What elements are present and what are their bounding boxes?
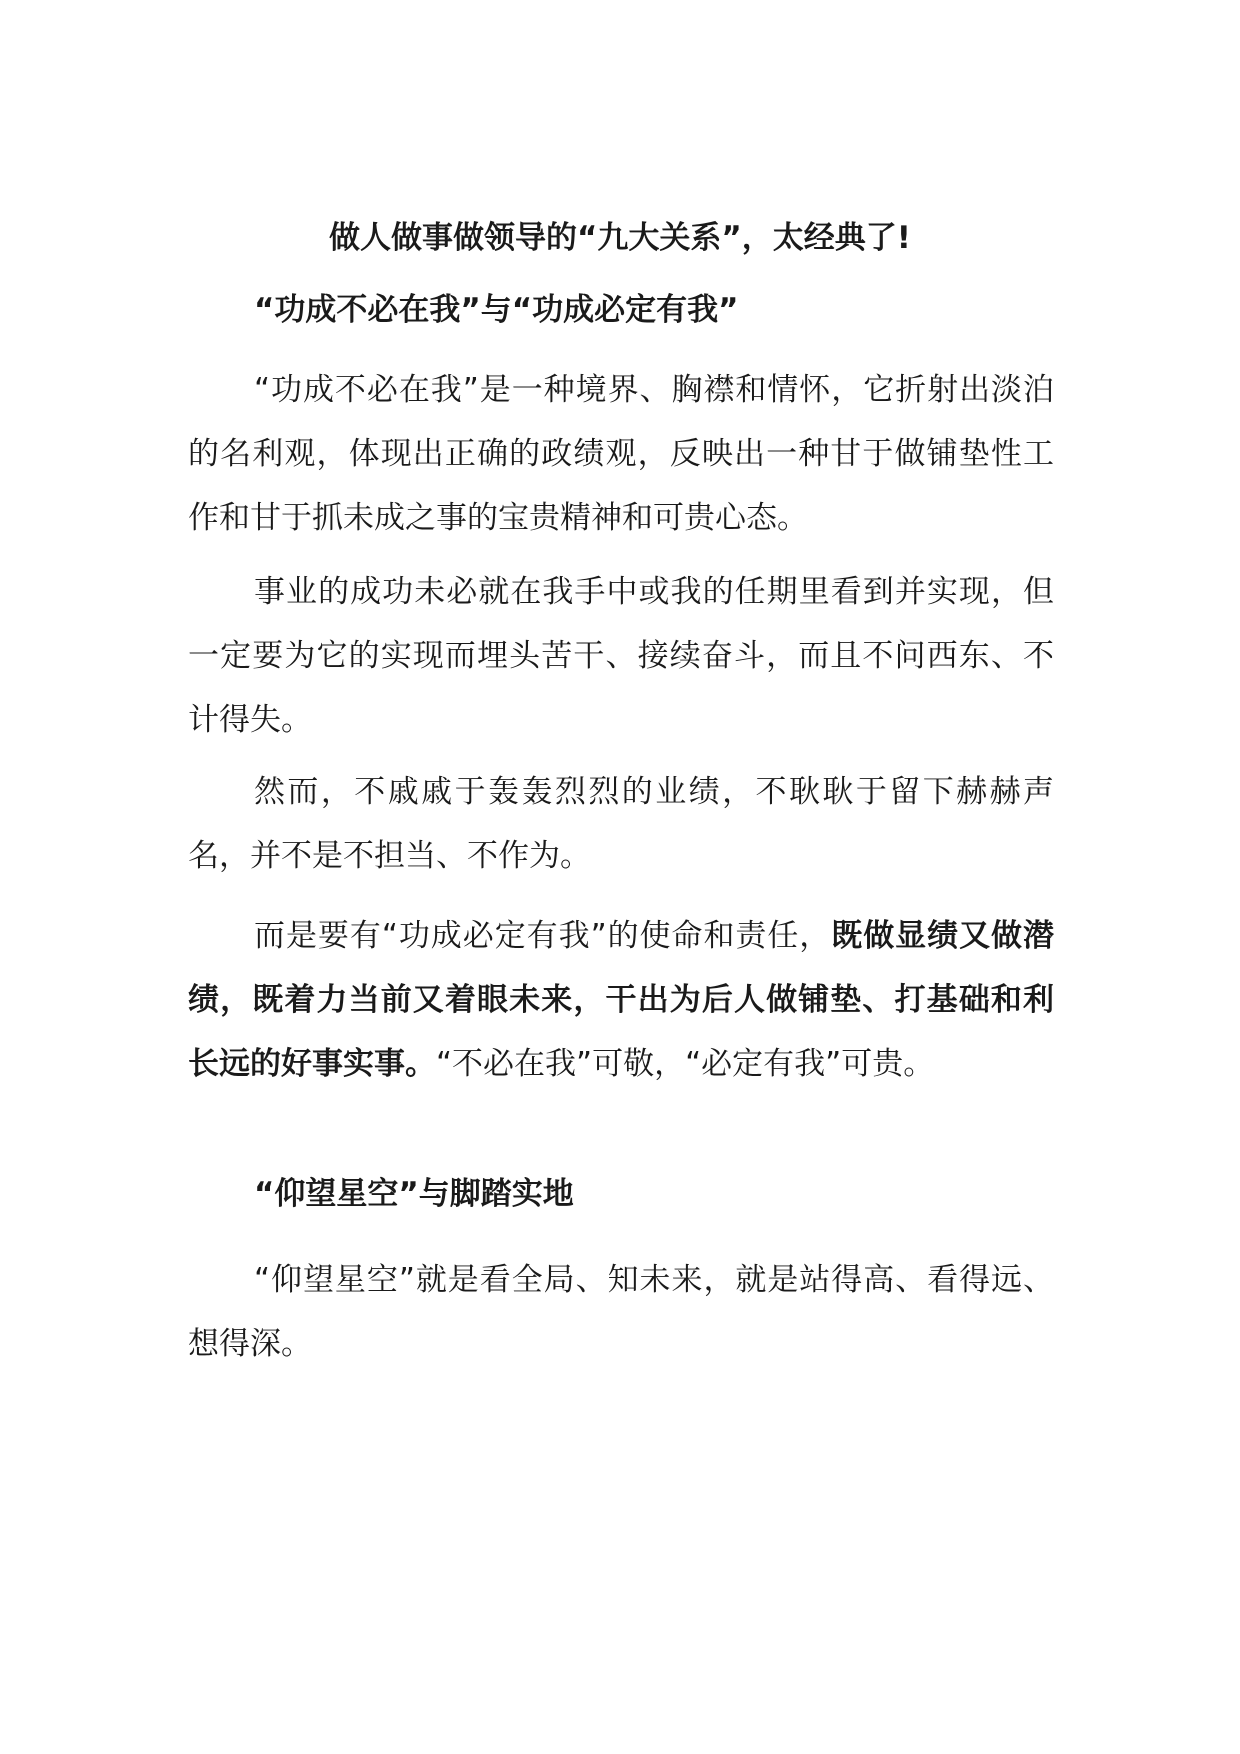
section-heading-achievement: “功成不必在我”与“功成必定有我” (254, 292, 739, 328)
document-title: 做人做事做领导的“九大关系”，太经典了! (329, 220, 911, 256)
paragraph-4 (188, 904, 1054, 1096)
paragraph-1: “功成不必在我”是一种境界、胸襟和情怀，它折射出淡泊的名利观，体现出正确的政绩观，反映出一种甘于做铺垫性工作和甘于抓未成之事的宝贵精神和可贵心态。 (188, 372, 1054, 536)
section-heading-stars: “仰望星空”与脚踏实地 (254, 1176, 574, 1212)
paragraph-5: “仰望星空”就是看全局、知未来，就是站得高、看得远、想得深。 (188, 1262, 1054, 1362)
paragraph-4-emphasis: 既做显绩又做潜绩，既着力当前又着眼未来，干出为后人做铺垫、打基础和利长远的好事实事。 (188, 918, 1054, 1082)
paragraph-2: 事业的成功未必就在我手中或我的任期里看到并实现，但一定要为它的实现而埋头苦干、接续奋斗，而且不问西东、不计得失。 (188, 574, 1054, 738)
paragraph-4-start: 而是要有“功成必定有我”的使命和责任， (254, 918, 832, 954)
paragraph-4-end: “不必在我”可敬，“必定有我”可贵。 (436, 1046, 935, 1082)
paragraph-3: 然而，不戚戚于轰轰烈烈的业绩，不耿耿于留下赫赫声名，并不是不担当、不作为。 (188, 774, 1054, 874)
